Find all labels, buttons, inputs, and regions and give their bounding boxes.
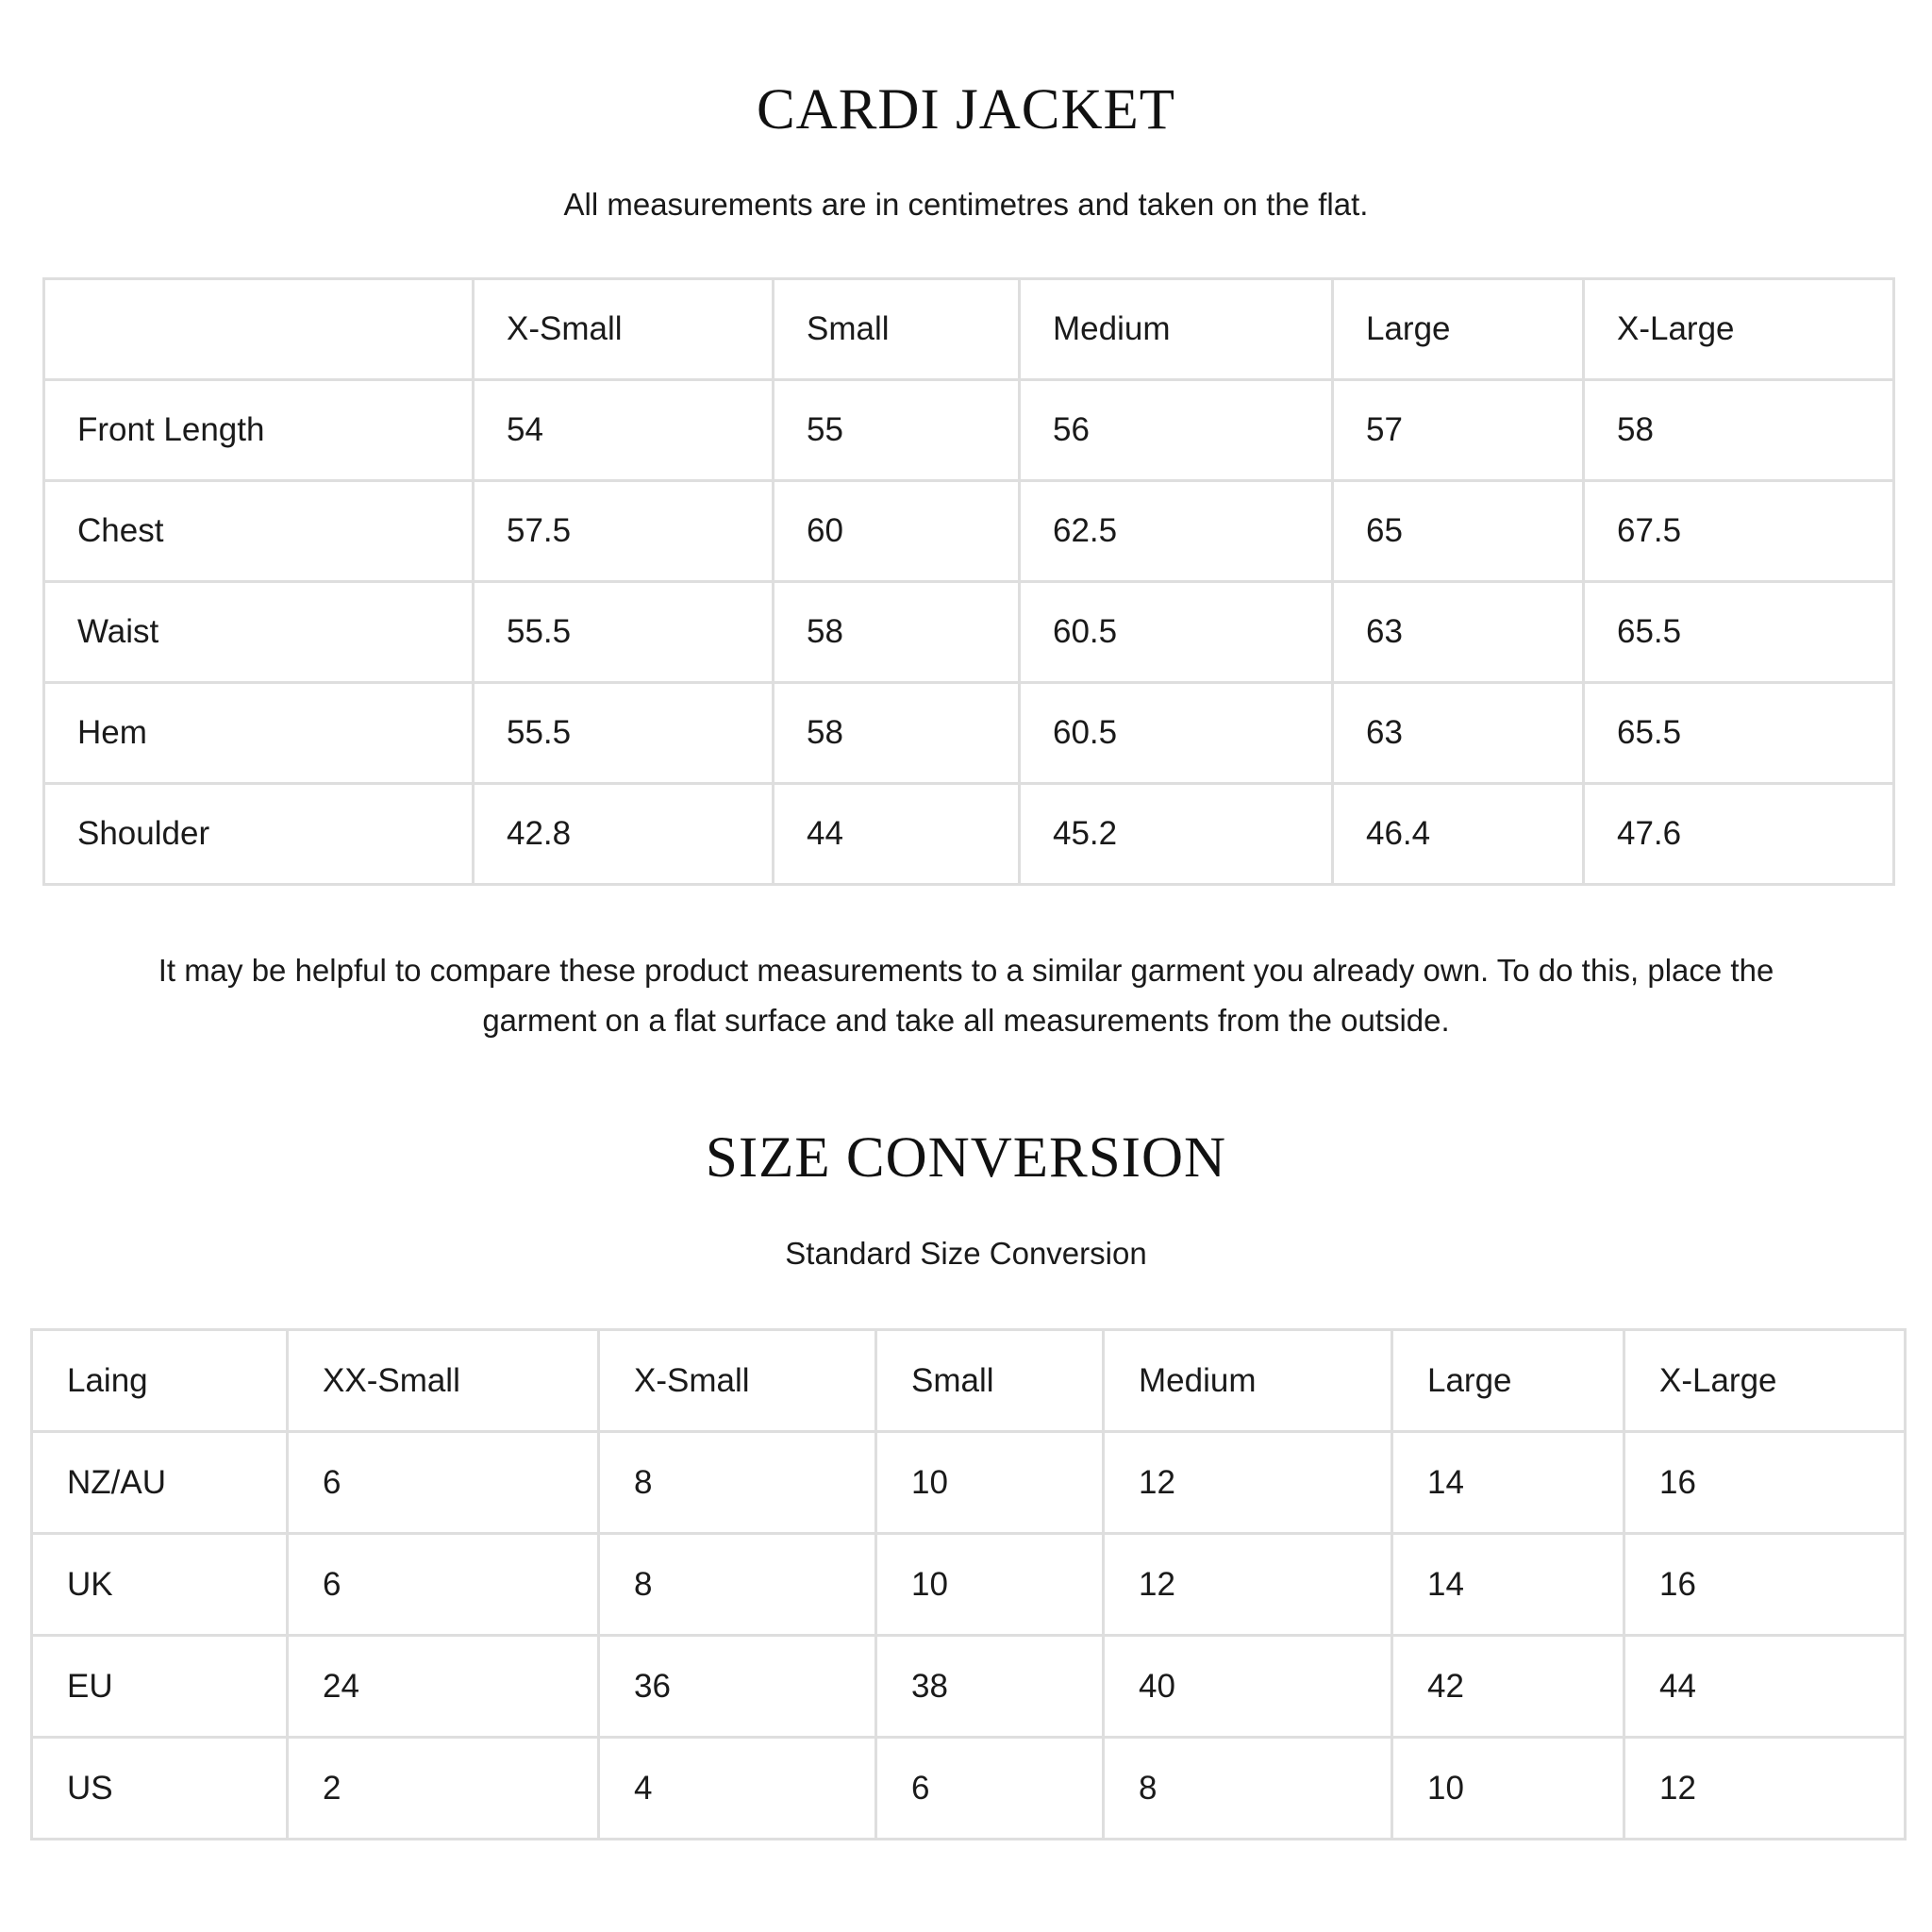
row-label: Hem: [44, 683, 474, 784]
table-row: [44, 784, 1894, 885]
header-cell: Small: [774, 279, 1020, 380]
header-cell: X-Small: [599, 1330, 876, 1432]
row-label: NZ/AU: [32, 1432, 288, 1534]
table-cell: 45.2: [1020, 784, 1333, 885]
table-cell: 40: [1104, 1636, 1392, 1738]
header-cell: [44, 279, 474, 380]
table-cell: 63: [1333, 683, 1584, 784]
row-label: UK: [32, 1534, 288, 1636]
row-label: Shoulder: [44, 784, 474, 885]
conversion-subtitle: Standard Size Conversion: [785, 1236, 1147, 1271]
table-cell: 8: [599, 1432, 876, 1534]
table-cell: 55: [774, 380, 1020, 481]
table-cell: 55.5: [474, 683, 774, 784]
measurements-table: [42, 277, 1895, 886]
table-cell: 8: [599, 1534, 876, 1636]
measurements-subtitle: All measurements are in centimetres and taken on the flat.: [563, 187, 1369, 222]
table-row: [32, 1738, 1906, 1840]
table-cell: 14: [1392, 1534, 1624, 1636]
page-title: CARDI JACKET: [756, 78, 1176, 142]
table-row: [32, 1534, 1906, 1636]
table-cell: 60.5: [1020, 683, 1333, 784]
table-row: [44, 683, 1894, 784]
row-label: EU: [32, 1636, 288, 1738]
header-cell: Laing: [32, 1330, 288, 1432]
conversion-title: SIZE CONVERSION: [705, 1126, 1227, 1190]
table-cell: 56: [1020, 380, 1333, 481]
table-cell: 2: [288, 1738, 599, 1840]
size-conversion-table: [30, 1328, 1907, 1840]
table-cell: 54: [474, 380, 774, 481]
table-cell: 62.5: [1020, 481, 1333, 582]
table-cell: 16: [1624, 1534, 1906, 1636]
table-cell: 44: [774, 784, 1020, 885]
table-cell: 58: [774, 582, 1020, 683]
table-cell: 60: [774, 481, 1020, 582]
table-row: [44, 380, 1894, 481]
table-cell: 38: [876, 1636, 1104, 1738]
table-cell: 67.5: [1584, 481, 1894, 582]
header-cell: Medium: [1020, 279, 1333, 380]
table-cell: 6: [288, 1534, 599, 1636]
header-cell: X-Small: [474, 279, 774, 380]
table-cell: 65: [1333, 481, 1584, 582]
table-cell: 42.8: [474, 784, 774, 885]
row-label: Chest: [44, 481, 474, 582]
row-label: Waist: [44, 582, 474, 683]
table-cell: 65.5: [1584, 683, 1894, 784]
measurement-tip-line: It may be helpful to compare these product measurements to a similar garment you already own. To do this, place the: [158, 953, 1774, 988]
table-row: [32, 1432, 1906, 1534]
table-cell: 60.5: [1020, 582, 1333, 683]
table-cell: 4: [599, 1738, 876, 1840]
table-cell: 65.5: [1584, 582, 1894, 683]
row-label: Front Length: [44, 380, 474, 481]
table-cell: 36: [599, 1636, 876, 1738]
header-cell: X-Large: [1624, 1330, 1906, 1432]
table-cell: 12: [1104, 1432, 1392, 1534]
table-cell: 57.5: [474, 481, 774, 582]
table-cell: 55.5: [474, 582, 774, 683]
table-row: [32, 1636, 1906, 1738]
table-cell: 58: [1584, 380, 1894, 481]
table-cell: 8: [1104, 1738, 1392, 1840]
table-header-row: [44, 279, 1894, 380]
table-cell: 6: [876, 1738, 1104, 1840]
header-cell: XX-Small: [288, 1330, 599, 1432]
table-cell: 6: [288, 1432, 599, 1534]
measurement-tip-line: garment on a flat surface and take all measurements from the outside.: [482, 1003, 1450, 1038]
table-cell: 10: [876, 1432, 1104, 1534]
header-cell: Large: [1392, 1330, 1624, 1432]
table-cell: 57: [1333, 380, 1584, 481]
table-cell: 46.4: [1333, 784, 1584, 885]
table-cell: 10: [1392, 1738, 1624, 1840]
header-cell: X-Large: [1584, 279, 1894, 380]
table-row: [44, 582, 1894, 683]
table-cell: 58: [774, 683, 1020, 784]
measurement-tip: [0, 945, 1932, 1045]
table-row: [44, 481, 1894, 582]
table-cell: 12: [1104, 1534, 1392, 1636]
header-cell: Medium: [1104, 1330, 1392, 1432]
table-cell: 24: [288, 1636, 599, 1738]
row-label: US: [32, 1738, 288, 1840]
header-cell: Small: [876, 1330, 1104, 1432]
table-cell: 63: [1333, 582, 1584, 683]
table-cell: 47.6: [1584, 784, 1894, 885]
table-cell: 44: [1624, 1636, 1906, 1738]
table-cell: 14: [1392, 1432, 1624, 1534]
table-cell: 12: [1624, 1738, 1906, 1840]
table-cell: 42: [1392, 1636, 1624, 1738]
header-cell: Large: [1333, 279, 1584, 380]
table-header-row: [32, 1330, 1906, 1432]
table-cell: 16: [1624, 1432, 1906, 1534]
table-cell: 10: [876, 1534, 1104, 1636]
